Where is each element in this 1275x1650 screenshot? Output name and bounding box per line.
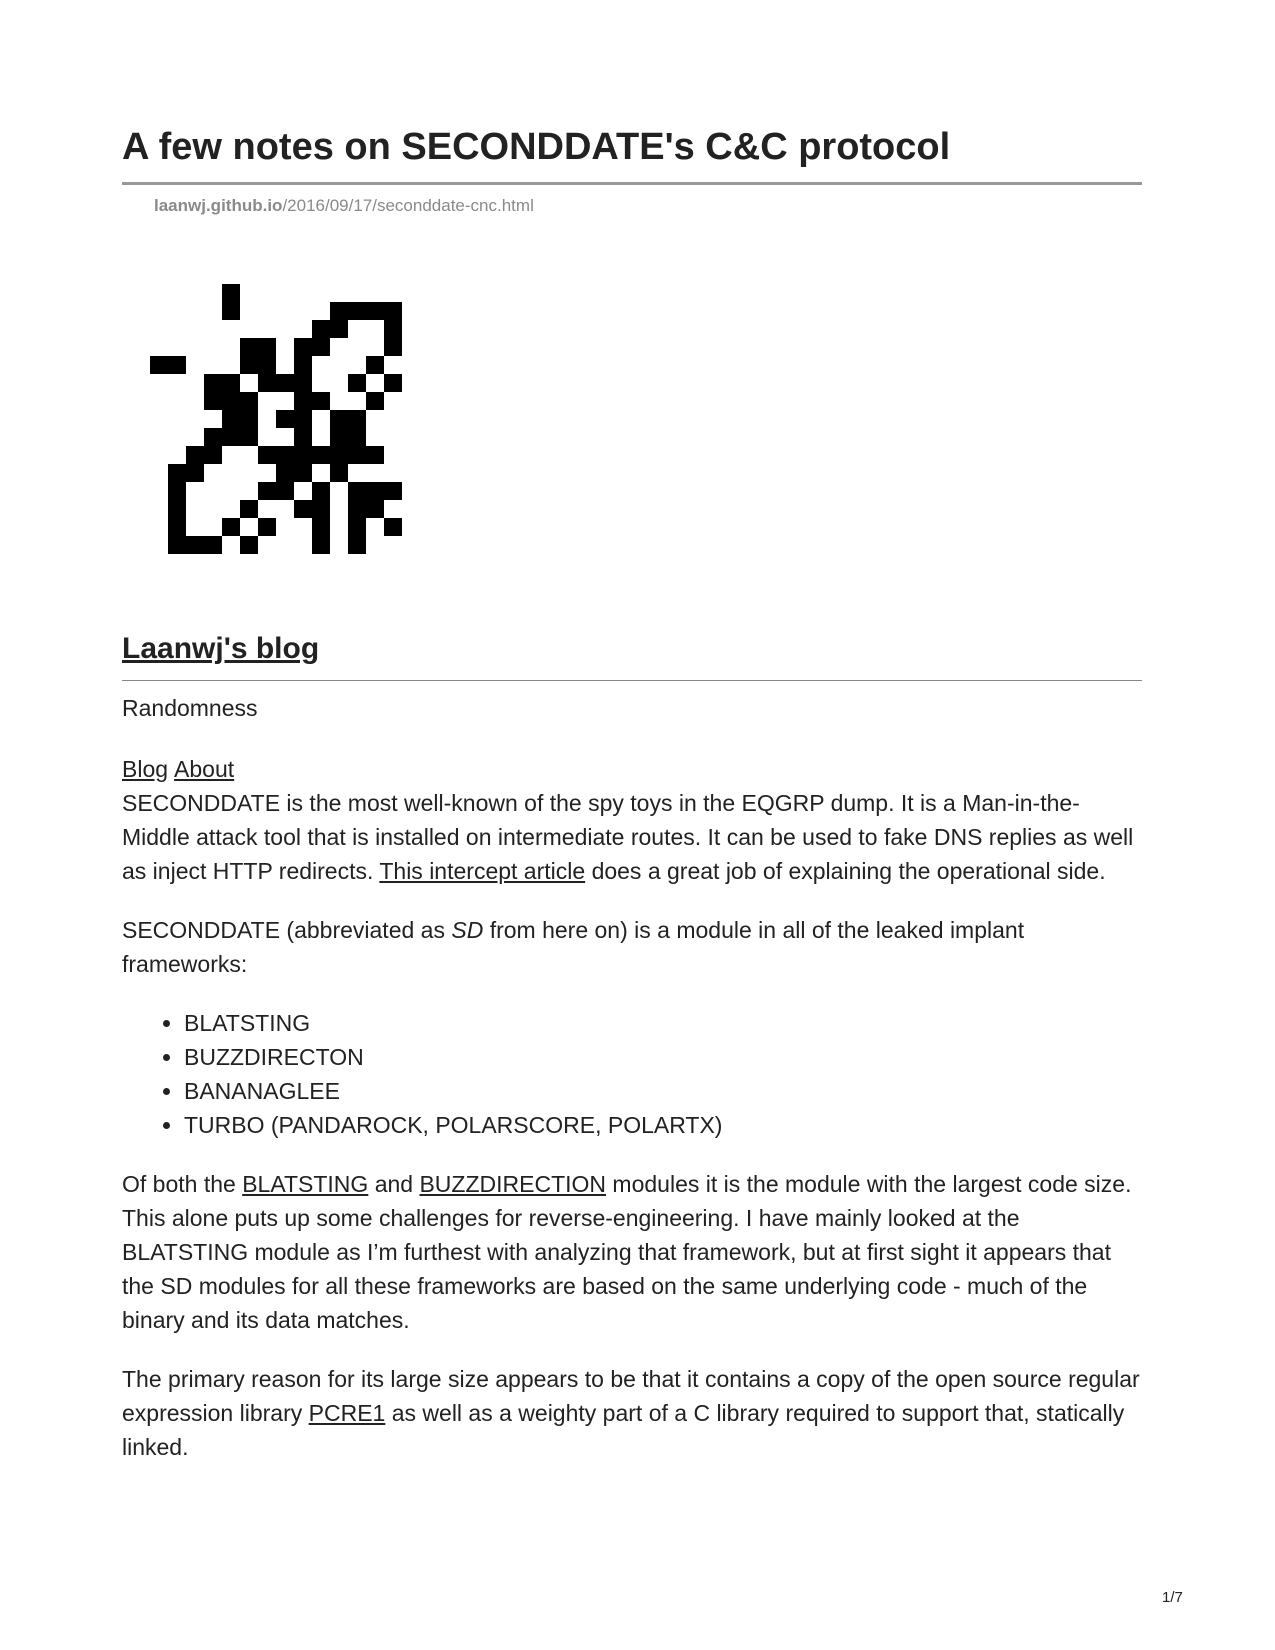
blog-logo-icon — [150, 284, 420, 554]
blog-nav — [122, 752, 1142, 786]
list-item: • BLATSTING — [184, 1006, 1142, 1040]
list-item: • BUZZDIRECTON — [184, 1040, 1142, 1074]
framework-list — [122, 1006, 1142, 1142]
code-size-text: Of both the — [122, 1171, 236, 1197]
blatsting-link[interactable]: BLATSTING — [242, 1171, 369, 1197]
blog-title-link[interactable]: Laanwj's blog — [122, 632, 320, 665]
paragraph-pcre — [122, 1362, 1142, 1464]
buzzdirection-link[interactable]: BUZZDIRECTION — [419, 1171, 607, 1197]
pcre-text: The primary reason for its large size appears to be that it contains a copy of the open source regular expression library — [122, 1366, 1140, 1426]
article-body — [122, 752, 1142, 1489]
sd-abbreviation: SD — [451, 917, 484, 943]
intro-text: SECONDDATE is the most well-known of the spy toys in the EQGRP dump. It is a Man-in-the-Middle attack tool that is installed on intermediate routes. It can be used to fake DNS replies as well as inject HTTP redirects. — [122, 790, 1134, 884]
nav-about-link[interactable]: About — [174, 756, 235, 782]
code-size-and: and — [374, 1171, 414, 1197]
page-number: 1/7 — [1162, 1589, 1183, 1606]
source-url — [154, 196, 534, 216]
blog-title — [122, 632, 319, 666]
frameworks-text-end: from here on) is a module in all of the leaked implant frameworks: — [122, 917, 1025, 977]
paragraph-intro — [122, 786, 1142, 888]
paragraph-code-size — [122, 1167, 1142, 1337]
article-title: A few notes on SECONDDATE's C&C protocol — [122, 126, 951, 168]
blog-tagline: Randomness — [122, 695, 258, 721]
code-size-text-end: modules it is the module with the largest code size. This alone puts up some challenges for reverse-engineering. I have mainly looked at the BLATSTING module as I’m furthest with analyzing that framework, but at first sight it appears that the SD modules for all these frameworks are based on the same underlying code - much of the binary and its data matches. — [122, 1171, 1132, 1333]
pcre-text-end: as well as a weighty part of a C library required to support that, statically linked. — [122, 1400, 1125, 1460]
list-item: • TURBO (PANDAROCK, POLARSCORE, POLARTX) — [184, 1108, 1142, 1142]
nav-blog-link[interactable]: Blog — [122, 756, 169, 782]
pcre1-link[interactable]: PCRE1 — [308, 1400, 386, 1426]
blog-divider — [122, 680, 1142, 681]
paragraph-frameworks — [122, 913, 1142, 981]
title-divider — [122, 182, 1142, 185]
source-domain: laanwj.github.io — [154, 196, 283, 215]
intercept-article-link[interactable]: This intercept article — [379, 858, 586, 884]
source-path: /2016/09/17/seconddate-cnc.html — [282, 196, 534, 215]
frameworks-text: SECONDDATE (abbreviated as — [122, 917, 445, 943]
list-item: • BANANAGLEE — [184, 1074, 1142, 1108]
intro-text-end: does a great job of explaining the operational side. — [591, 858, 1106, 884]
